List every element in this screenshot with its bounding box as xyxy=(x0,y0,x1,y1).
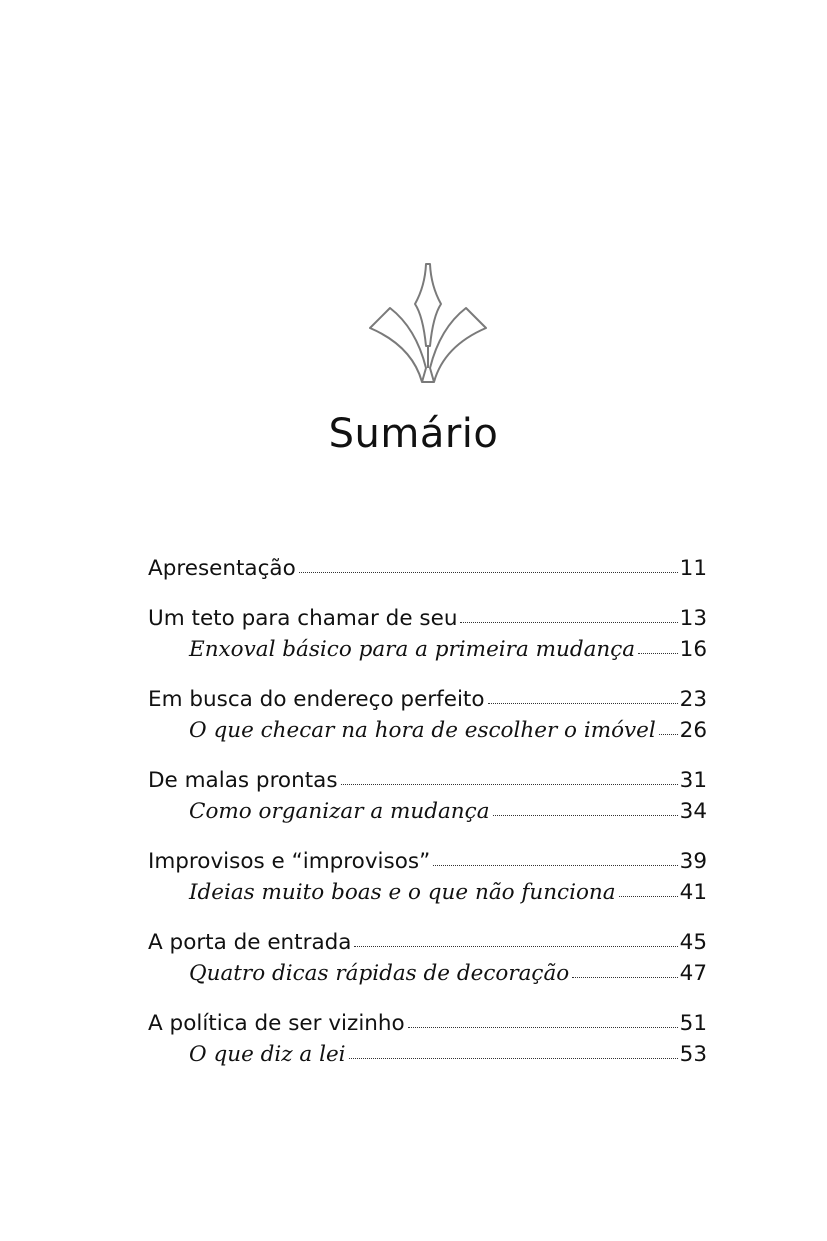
toc-subentry[interactable] xyxy=(148,880,707,911)
dot-leader xyxy=(349,1058,678,1059)
toc-entry[interactable] xyxy=(148,556,707,587)
dot-leader xyxy=(659,734,678,735)
toc-entry[interactable] xyxy=(148,1011,707,1042)
toc-entry-title: Um teto para chamar de seu xyxy=(148,606,458,631)
dot-leader xyxy=(299,572,678,573)
toc-subentry-page: 41 xyxy=(679,880,707,905)
toc-chapter xyxy=(148,930,707,992)
toc-entry-title: A política de ser vizinho xyxy=(148,1011,405,1036)
toc-subentry[interactable] xyxy=(148,799,707,830)
toc-chapter xyxy=(148,1011,707,1073)
toc-chapter xyxy=(148,849,707,911)
toc-subentry-title: Enxoval básico para a primeira mudança xyxy=(189,637,636,662)
toc-entry[interactable] xyxy=(148,687,707,718)
toc-entry-page: 39 xyxy=(679,849,707,874)
toc-chapter xyxy=(148,687,707,749)
dot-leader xyxy=(572,977,677,978)
toc-subentry-page: 34 xyxy=(679,799,707,824)
toc-entry-page: 45 xyxy=(679,930,707,955)
dot-leader xyxy=(408,1027,678,1028)
dot-leader xyxy=(488,703,678,704)
toc-subentry-title: O que checar na hora de escolher o imóvel xyxy=(189,718,656,743)
toc-entry[interactable] xyxy=(148,768,707,799)
toc-entry[interactable] xyxy=(148,930,707,961)
toc-subentry-page: 53 xyxy=(679,1042,707,1067)
toc-entry-title: De malas prontas xyxy=(148,768,338,793)
dot-leader xyxy=(460,622,677,623)
toc-subentry-title: Como organizar a mudança xyxy=(189,799,490,824)
toc-subentry[interactable] xyxy=(148,637,707,668)
toc-entry-title: Em busca do endereço perfeito xyxy=(148,687,485,712)
toc-entry-page: 23 xyxy=(679,687,707,712)
toc-subentry[interactable] xyxy=(148,961,707,992)
toc-chapter xyxy=(148,606,707,668)
toc-chapter xyxy=(148,768,707,830)
table-of-contents xyxy=(148,556,707,1092)
toc-subentry-title: Quatro dicas rápidas de decoração xyxy=(189,961,570,986)
toc-subentry-page: 16 xyxy=(679,637,707,662)
dot-leader xyxy=(619,896,678,897)
dot-leader xyxy=(433,865,677,866)
toc-entry-page: 31 xyxy=(679,768,707,793)
toc-subentry-title: O que diz a lei xyxy=(189,1042,346,1067)
toc-chapter xyxy=(148,556,707,587)
fleur-de-lis-ornament-icon xyxy=(368,262,488,386)
toc-subentry-title: Ideias muito boas e o que não funciona xyxy=(189,880,616,905)
toc-entry-title: Apresentação xyxy=(148,556,296,581)
toc-subentry[interactable] xyxy=(148,718,707,749)
toc-subentry-page: 47 xyxy=(679,961,707,986)
toc-entry-page: 11 xyxy=(679,556,707,581)
dot-leader xyxy=(493,815,678,816)
toc-subentry[interactable] xyxy=(148,1042,707,1073)
dot-leader xyxy=(354,946,677,947)
toc-entry-title: A porta de entrada xyxy=(148,930,352,955)
toc-entry-title: Improvisos e “improvisos” xyxy=(148,849,431,874)
toc-entry[interactable] xyxy=(148,606,707,637)
toc-entry[interactable] xyxy=(148,849,707,880)
dot-leader xyxy=(341,784,678,785)
page-title: Sumário xyxy=(328,411,499,457)
toc-subentry-page: 26 xyxy=(679,718,707,743)
dot-leader xyxy=(638,653,678,654)
toc-entry-page: 13 xyxy=(679,606,707,631)
toc-entry-page: 51 xyxy=(679,1011,707,1036)
